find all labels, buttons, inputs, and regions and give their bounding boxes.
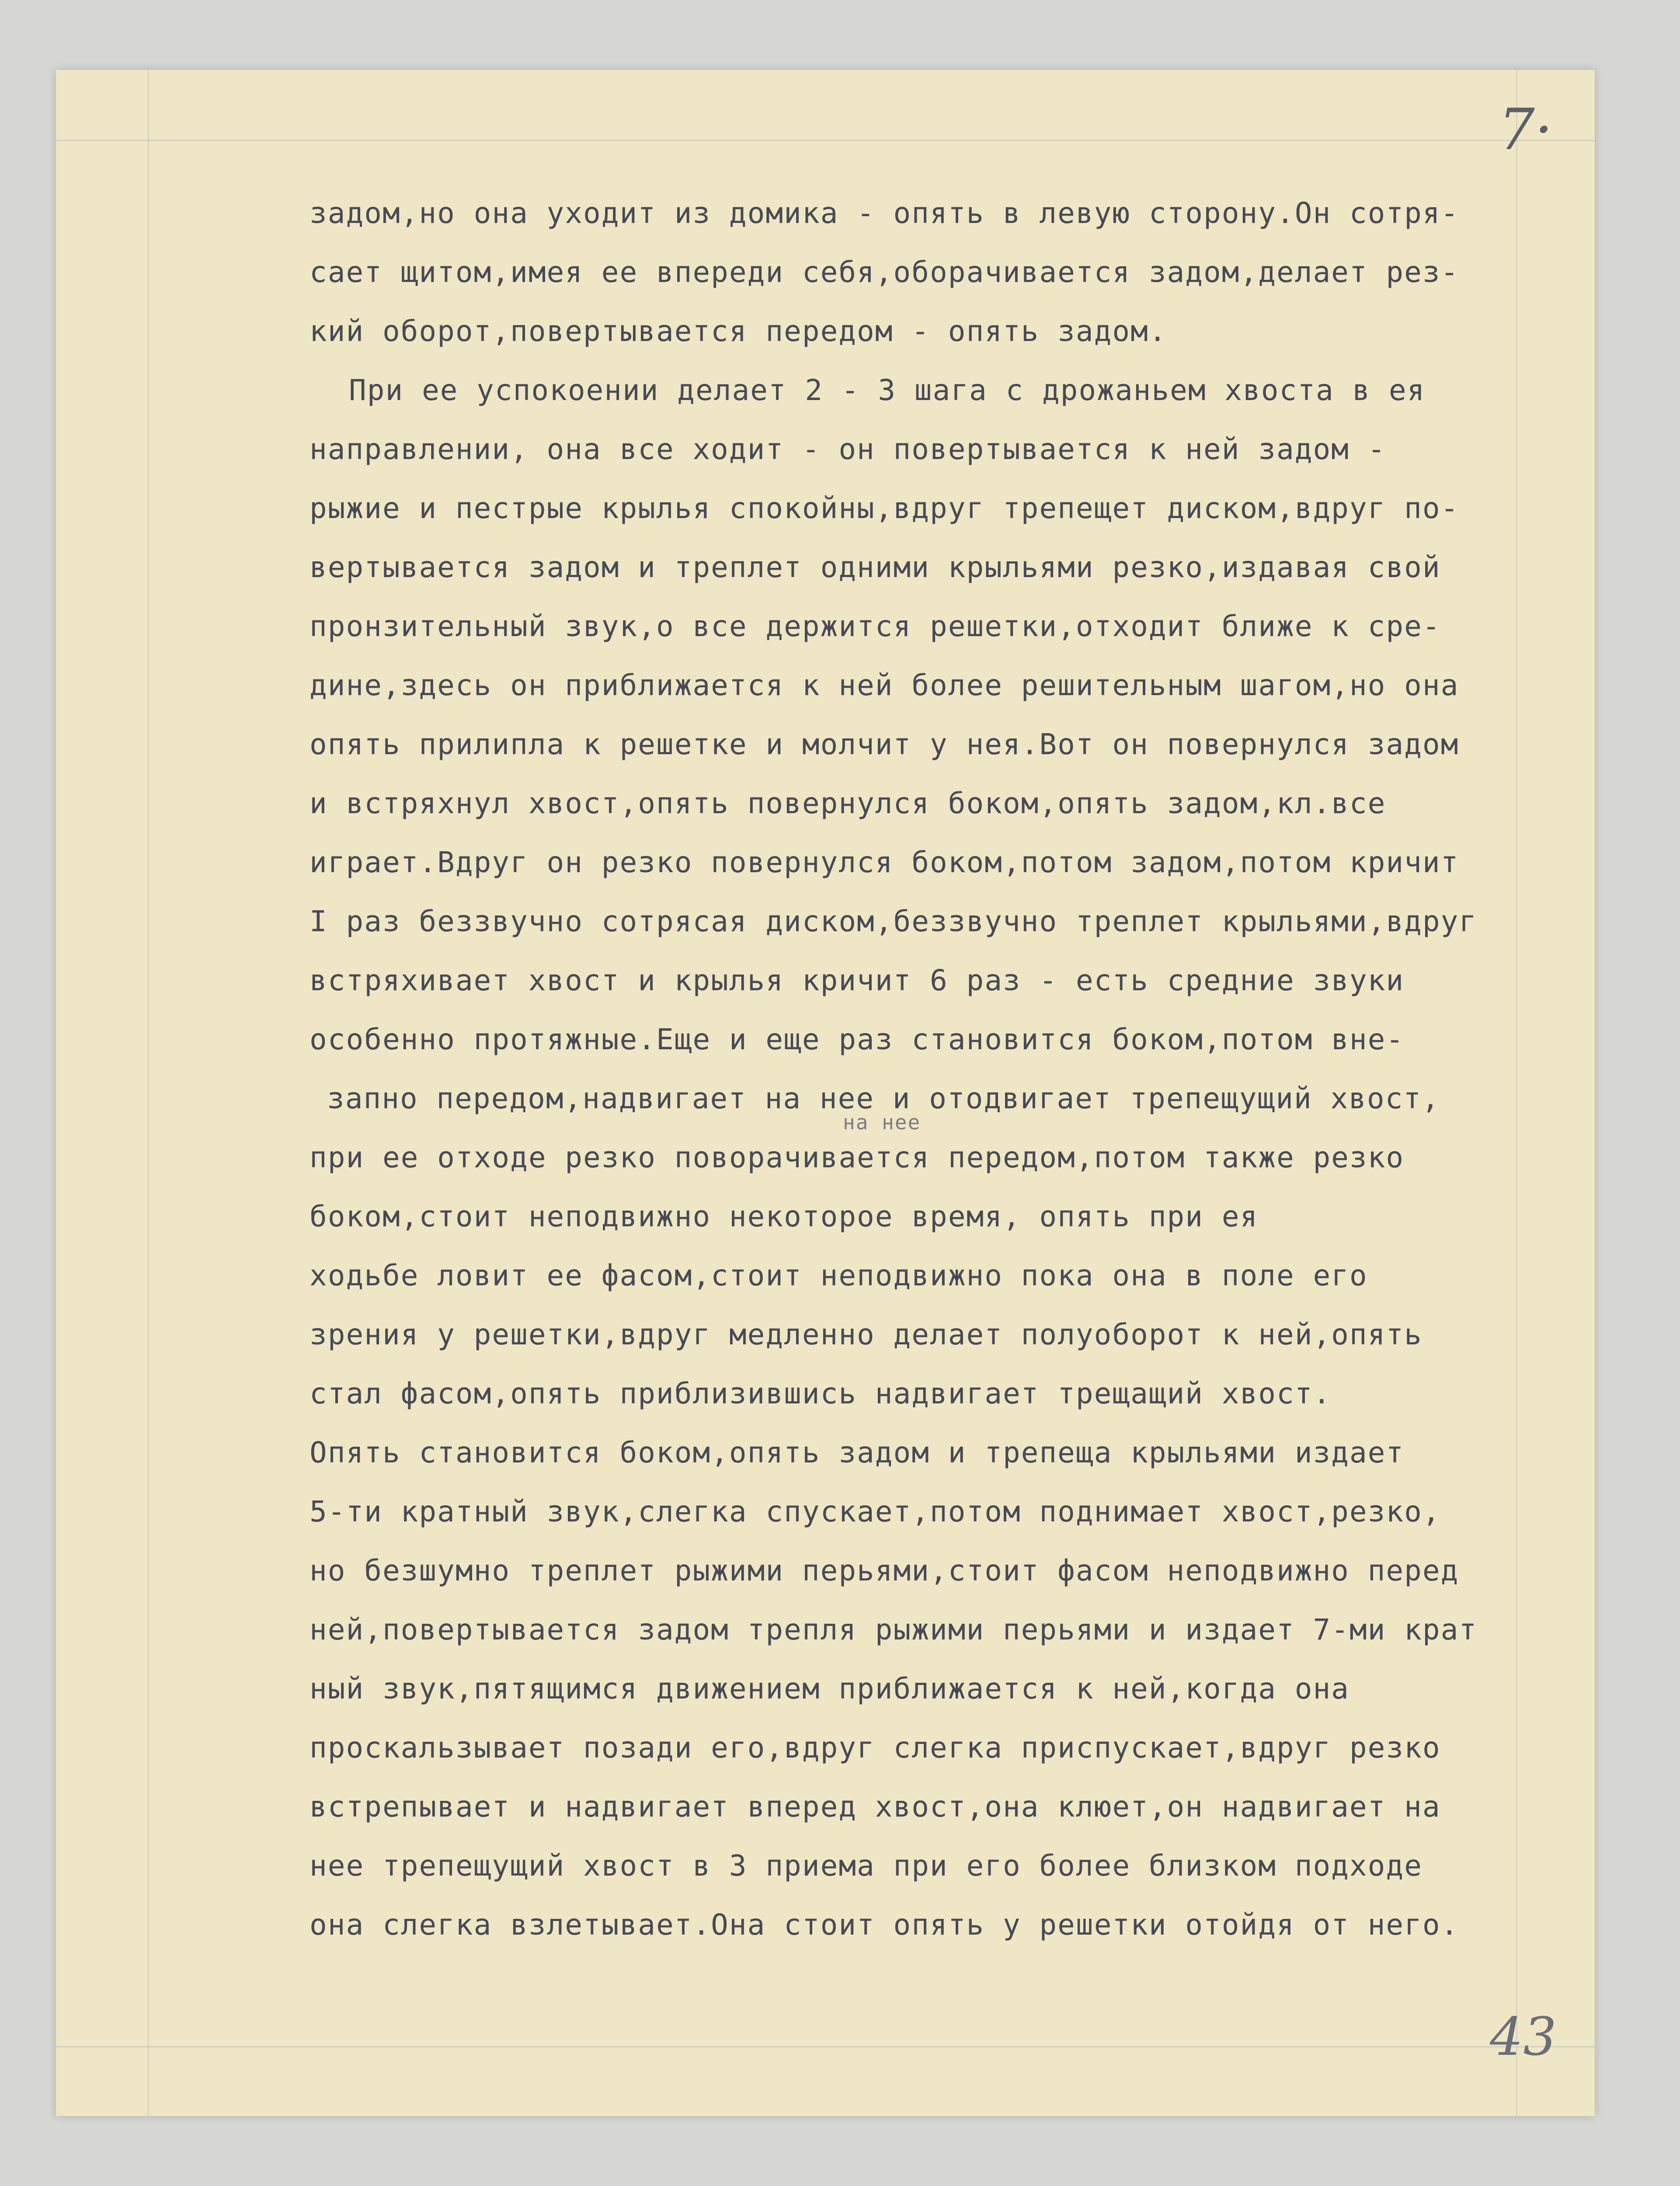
text-line: 5-ти кратный звук,слегка спускает,потом поднимает хвост,резко, <box>310 1495 1441 1528</box>
text-line: играет.Вдруг он резко повернулся боком,потом задом,потом кричит <box>310 846 1459 879</box>
text-line: ходьбе ловит ее фасом,стоит неподвижно пока она в поле его <box>310 1259 1368 1292</box>
page-number: 7· <box>1499 96 1553 163</box>
text-line: при ее отходе резко поворачивается передом,потом также резко <box>310 1141 1405 1174</box>
text-line: и встряхнул хвост,опять повернулся боком,опять задом,кл.все <box>310 787 1386 820</box>
typed-text-body <box>310 184 1595 1954</box>
text-line: нее трепещущий хвост в 3 приема при его более близком подходе <box>310 1849 1423 1883</box>
text-line: При ее успокоении делает 2 - 3 шага с дрожаньем хвоста в ея <box>349 373 1426 407</box>
text-line: кий оборот,повертывается передом - опять задом. <box>310 314 1167 348</box>
handwritten-insertion: на нее <box>843 1110 921 1134</box>
text-line: встряхивает хвост и крылья кричит 6 раз - есть средние звуки <box>310 964 1405 997</box>
text-line: зрения у решетки,вдруг медленно делает полуоборот к ней,опять <box>310 1318 1423 1351</box>
text-line: ный звук,пятящимся движением приближается к ней,когда она <box>310 1672 1350 1706</box>
text-line: стал фасом,опять приблизившись надвигает трещащий хвост. <box>310 1377 1332 1410</box>
text-line: рыжие и пестрые крылья спокойны,вдруг трепещет диском,вдруг по- <box>310 491 1459 525</box>
text-line: но безшумно треплет рыжими перьями,стоит фасом неподвижно перед <box>310 1554 1459 1587</box>
text-line: I раз беззвучно сотрясая диском,беззвучно треплет крыльями,вдруг <box>310 905 1478 938</box>
text-line: сает щитом,имея ее впереди себя,оборачивается задом,делает рез- <box>310 255 1459 289</box>
top-rule <box>56 140 1595 141</box>
text-line: запно передом,надвигает на нее и отодвигает трепещущий хвост, <box>327 1082 1440 1115</box>
left-margin-line <box>148 70 149 2116</box>
archive-sheet-number: 43 <box>1490 2007 1557 2068</box>
text-line: Опять становится боком,опять задом и трепеща крыльями издает <box>310 1436 1405 1469</box>
text-line: опять прилипла к решетке и молчит у нея.Вот он повернулся задом <box>310 728 1459 761</box>
text-line: вертывается задом и треплет одними крыльями резко,издавая свой <box>310 550 1441 584</box>
text-line: она слегка взлетывает.Она стоит опять у решетки отойдя от него. <box>310 1908 1459 1942</box>
text-line: направлении, она все ходит - он повертывается к ней задом - <box>310 432 1386 466</box>
text-line: боком,стоит неподвижно некоторое время, опять при ея <box>310 1200 1259 1233</box>
text-line: проскальзывает позади его,вдруг слегка приспускает,вдруг резко <box>310 1731 1441 1765</box>
text-line: задом,но она уходит из домика - опять в левую сторону.Он сотря- <box>310 196 1459 230</box>
text-line: встрепывает и надвигает вперед хвост,она клюет,он надвигает на <box>310 1790 1441 1824</box>
text-line: пронзительный звук,о все держится решетки,отходит ближе к сре- <box>310 609 1441 643</box>
text-line: дине,здесь он приближается к ней более решительным шагом,но она <box>310 668 1459 702</box>
document-page <box>56 70 1595 2116</box>
text-line: ней,повертывается задом трепля рыжими перьями и издает 7-ми крат <box>310 1613 1478 1646</box>
text-line: особенно протяжные.Еще и еще раз становится боком,потом вне- <box>310 1023 1405 1056</box>
bottom-rule <box>56 2046 1595 2047</box>
